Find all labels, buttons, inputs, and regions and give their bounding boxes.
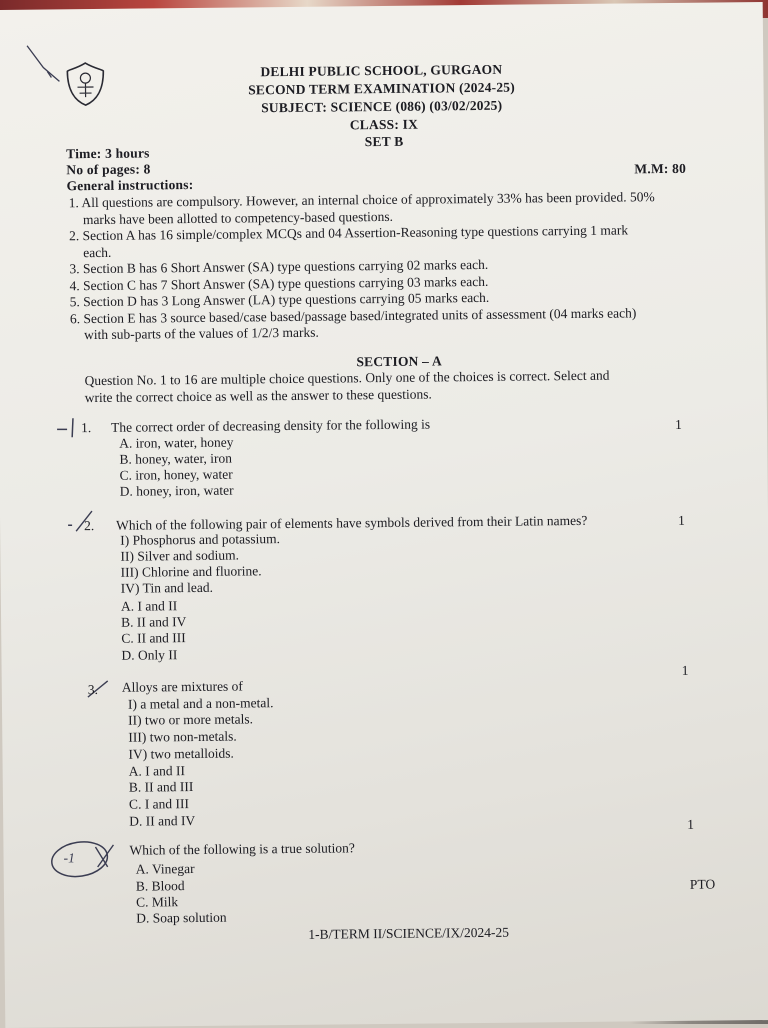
option: D. honey, iron, water: [119, 482, 234, 499]
statement: III) two non-metals.: [128, 728, 237, 745]
instruction-cont: each.: [83, 244, 112, 260]
question-number: 1.: [80, 420, 92, 436]
instruction-cont: marks have been allotted to competency-based questions.: [82, 208, 393, 227]
pencil-score: -1: [63, 850, 75, 866]
option: A. I and II: [120, 598, 178, 614]
question-marks: 1: [674, 416, 682, 432]
option: D. Soap solution: [136, 909, 227, 926]
class-line: CLASS: IX: [349, 116, 419, 133]
question-marks: 1: [677, 512, 685, 528]
statement: IV) Tin and lead.: [120, 579, 214, 596]
option: D. Only II: [121, 647, 178, 663]
option: C. iron, honey, water: [119, 466, 233, 483]
option: C. I and III: [128, 796, 190, 812]
pto-label: PTO: [689, 876, 716, 892]
question-text: Which of the following pair of elements have symbols derived from their Latin names?: [116, 512, 588, 533]
option: B. II and IV: [121, 614, 187, 630]
statement: II) two or more metals.: [128, 711, 254, 728]
question-number: 3.: [87, 682, 99, 698]
statement: IV) two metalloids.: [128, 745, 234, 762]
instruction-cont: with sub-parts of the values of 1/2/3 marks.: [84, 324, 319, 343]
option: D. II and IV: [129, 812, 196, 829]
pages-label: No of pages: 8: [66, 161, 151, 178]
question-text: The correct order of decreasing density for the following is: [110, 416, 431, 435]
set-line: SET B: [364, 133, 404, 150]
subject-line: SUBJECT: SCIENCE (086) (03/02/2025): [261, 97, 503, 116]
question-text: Which of the following is a true solution?: [129, 840, 355, 858]
time-label: Time: 3 hours: [66, 145, 150, 162]
exam-title: SECOND TERM EXAMINATION (2024-25): [248, 79, 515, 98]
school-name: DELHI PUBLIC SCHOOL, GURGAON: [260, 61, 503, 80]
statement: II) Silver and sodium.: [120, 547, 239, 564]
statement: I) Phosphorus and potassium.: [120, 531, 281, 548]
question-text: Alloys are mixtures of: [121, 678, 243, 695]
page-code: 1-B/TERM II/SCIENCE/IX/2024-25: [308, 924, 510, 942]
option: C. Milk: [135, 894, 179, 910]
instruction-item: 3. Section B has 6 Short Answer (SA) type questions carrying 02 marks each.: [69, 256, 489, 277]
option: C. II and III: [121, 630, 186, 646]
instructions-title: General instructions:: [66, 176, 194, 194]
statement: I) a metal and a non-metal.: [127, 695, 274, 712]
section-intro: Question No. 1 to 16 are multiple choice questions. Only one of the choices is correct. Select and write the correct choice as well as the answer to these questions.: [84, 367, 610, 405]
statement: III) Chlorine and fluorine.: [120, 563, 262, 580]
exam-paper: [0, 2, 768, 1028]
instructions-list: [69, 188, 721, 343]
question-marks: 1: [681, 662, 689, 678]
option: A. iron, water, honey: [119, 434, 234, 451]
instruction-item: 5. Section D has 3 Long Answer (LA) type questions carrying 05 marks each.: [69, 289, 490, 310]
section-title: SECTION – A: [356, 353, 442, 370]
question-marks: 1: [687, 816, 695, 832]
pencil-circle-mark: [47, 837, 119, 884]
instruction-item: 2. Section A has 16 simple/complex MCQs and 04 Assertion-Reasoning type questions carrying 1 mark: [68, 222, 629, 244]
question-number: 2.: [84, 518, 95, 534]
instruction-item: 4. Section C has 7 Short Answer (SA) type questions carrying 03 marks each.: [69, 273, 489, 293]
option: B. Blood: [135, 878, 185, 894]
max-marks: M.M: 80: [634, 160, 687, 177]
option: A. I and II: [128, 763, 185, 779]
option: B. II and III: [128, 779, 194, 795]
instruction-item: 1. All questions are compulsory. However, an internal choice of approximately 33% has been provided. 50%: [68, 189, 655, 211]
option: A. Vinegar: [135, 861, 195, 877]
instruction-item: 6. Section E has 3 source based/case based/passage based/integrated units of assessment (04 marks each): [69, 304, 637, 326]
option: B. honey, water, iron: [119, 450, 233, 467]
